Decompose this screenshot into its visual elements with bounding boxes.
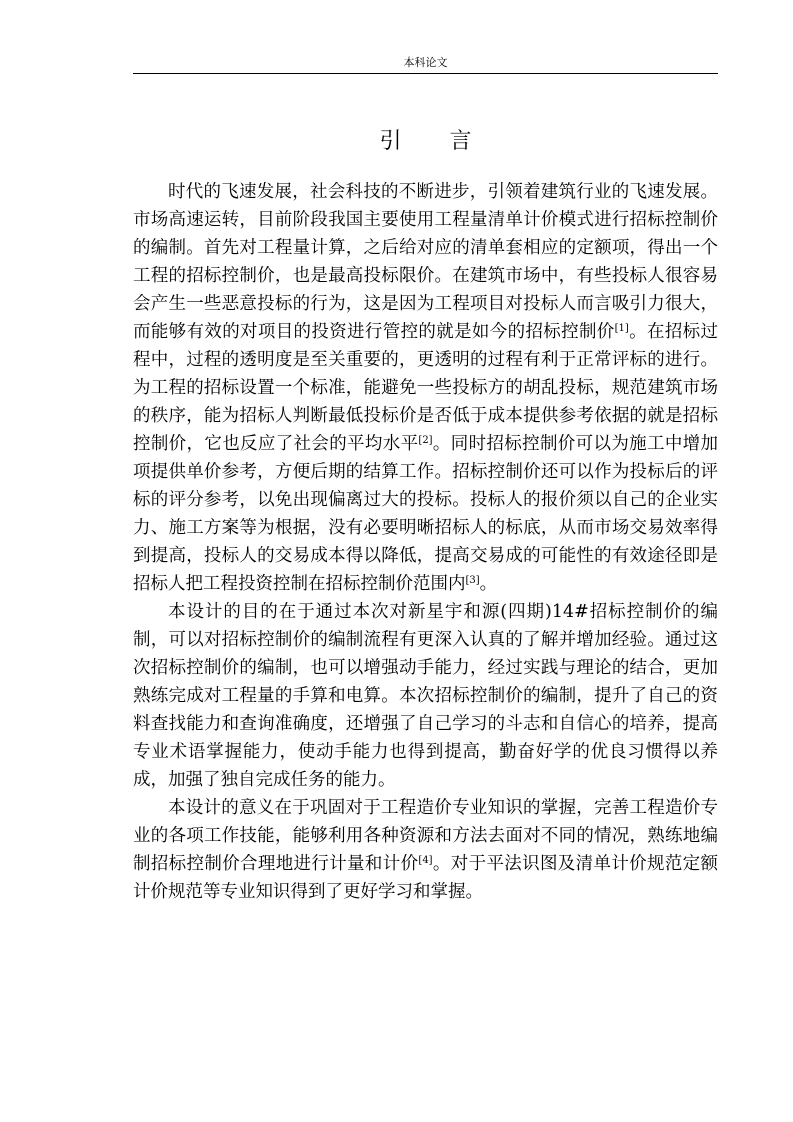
paragraph-1-part-2: 。在招标过程中，过程的透明度是至关重要的，更透明的过程有利于正常评标的进行。为工程的招标设置一个标准，能避免一些投标方的胡乱投标，规范建筑市场的秩序，能为招标人判断最低投标价是否低于成本提供参考依据的就是招标控制价，它也反应了社会的平均水平	[133, 322, 719, 454]
paragraph-1	[133, 178, 718, 598]
body-text	[133, 178, 718, 906]
section-title-char-2: 言	[449, 129, 472, 154]
citation-4: [4]	[418, 855, 433, 866]
paragraph-1-part-1: 时代的飞速发展，社会科技的不断进步，引领着建筑行业的飞速发展。市场高速运转，目前阶段我国主要使用工程量清单计价模式进行招标控制价的编制。首先对工程量计算，之后给对应的清单套相应的定额项，得出一个工程的招标控制价，也是最高投标限价。在建筑市场中，有些投标人很容易会产生一些恶意投标的行为，这是因为工程项目对投标人而言吸引力很大，而能够有效的对项目的投资进行管控的就是如今的招标控制价	[133, 182, 718, 342]
citation-2: [2]	[418, 435, 433, 446]
paragraph-3-part-2: 。对于平法识图及清单计价规范定额计价规范等专业知识得到了更好学习和掌握。	[133, 854, 719, 902]
citation-1: [1]	[614, 323, 629, 334]
header-rule	[133, 73, 718, 74]
paragraph-1-part-4: 。	[479, 574, 498, 594]
paragraph-2: 本设计的目的在于通过本次对新星宇和源(四期)14#招标控制价的编制，可以对招标控制价的编制流程有更深入认真的了解并增加经验。通过这次招标控制价的编制，也可以增强动手能力，经过实践与理论的结合，更加熟练完成对工程量的手算和电算。本次招标控制价的编制，提升了自己的资料查找能力和查询准确度，还增强了自己学习的斗志和自信心的培养，提高专业术语掌握能力，使动手能力也得到提高，勤奋好学的优良习惯得以养成，加强了独自完成任务的能力。	[133, 602, 718, 790]
paragraph-1-part-3: 。同时招标控制价可以为施工中增加项提供单价参考，方便后期的结算工作。招标控制价还可以作为投标后的评标的评分参考，以免出现偏离过大的投标。投标人的报价须以自己的企业实力、施工方案等为根据，没有必要明晰招标人的标底，从而市场交易效率得到提高，投标人的交易成本得以降低，提高交易成的可能性的有效途径即是招标人把工程投资控制在招标控制价范围内	[133, 434, 719, 594]
section-title-char-1: 引	[379, 129, 402, 154]
paragraph-3-part-1: 本设计的意义在于巩固对于工程造价专业知识的掌握，完善工程造价专业的各项工作技能，能够利用各种资源和方法去面对不同的情况，熟练地编制招标控制价合理地进行计量和计价	[133, 798, 718, 874]
paragraph-3	[133, 794, 718, 906]
citation-3: [3]	[465, 575, 480, 586]
section-title	[133, 128, 718, 156]
running-header: 本科论文	[403, 56, 448, 69]
